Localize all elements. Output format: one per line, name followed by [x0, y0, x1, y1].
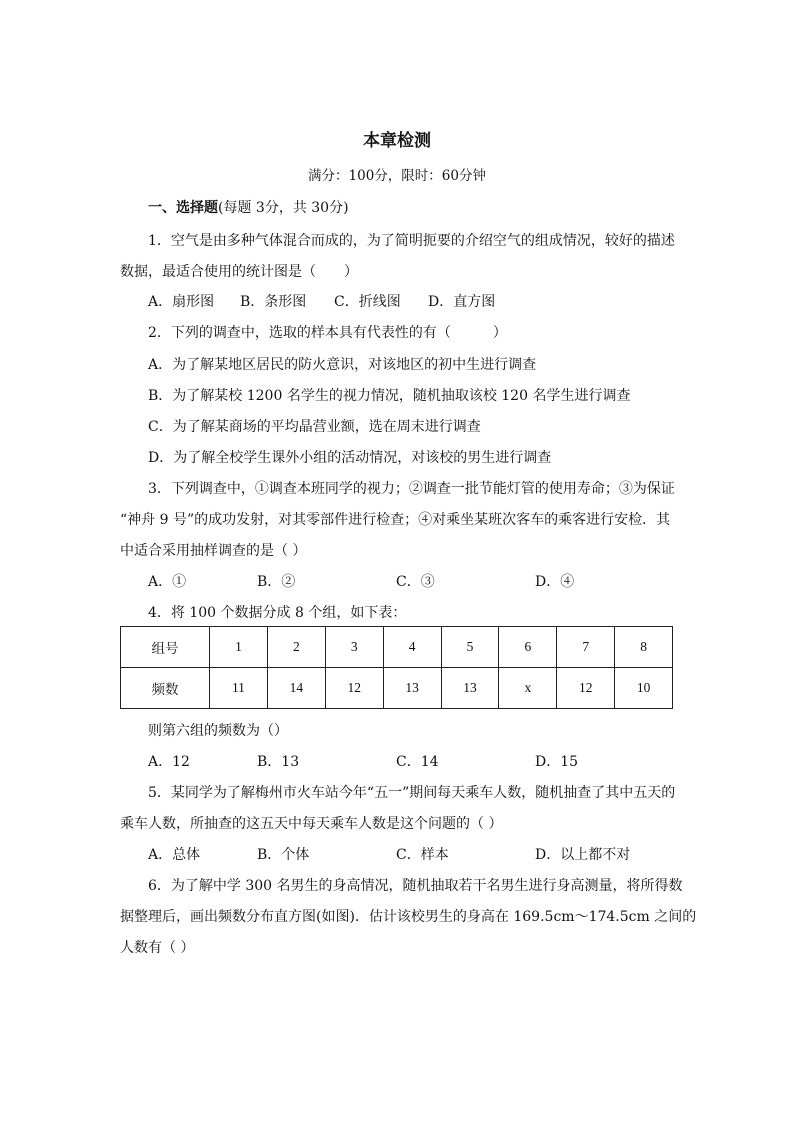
- q4-option-a: A．12: [148, 754, 190, 770]
- table-cell-freq-1: 11: [210, 668, 268, 709]
- frequency-table: [120, 626, 673, 709]
- table-header-group: 组号: [121, 627, 210, 668]
- q5-option-a: A．总体: [148, 847, 201, 863]
- table-cell-freq-3: 12: [325, 668, 383, 709]
- table-row-frequency: [121, 668, 673, 709]
- q3-option-b: B．②: [257, 574, 296, 590]
- table-cell-freq-5: 13: [441, 668, 499, 709]
- q5-option-d: D．以上都不对: [535, 847, 631, 863]
- q4-option-d: D．15: [535, 754, 579, 770]
- q2-option-b: B．为了解某校 1200 名学生的视力情况，随机抽取该校 120 名学生进行调查: [148, 388, 631, 404]
- q4-followup: 则第六组的频数为（）: [148, 723, 288, 739]
- q6-stem-line2: 据整理后，画出频数分布直方图(如图)．估计该校男生的身高在 169.5cm～174.5cm 之间的: [120, 909, 697, 925]
- table-cell-freq-8: 10: [615, 668, 673, 709]
- q3-option-d: D．④: [535, 574, 575, 590]
- table-cell-group-4: 4: [383, 627, 441, 668]
- q1-stem-line2: 数据，最适合使用的统计图是（ ）: [120, 264, 358, 280]
- q2-option-d: D．为了解全校学生课外小组的活动情况，对该校的男生进行调查: [148, 450, 552, 466]
- table-cell-freq-4: 13: [383, 668, 441, 709]
- q5-option-c: C．样本: [396, 847, 449, 863]
- q1-option-b: B．条形图: [240, 294, 307, 310]
- table-cell-group-6: 6: [499, 627, 557, 668]
- q4-stem: 4．将 100 个数据分成 8 个组，如下表：: [148, 605, 407, 621]
- table-cell-freq-6: x: [499, 668, 557, 709]
- table-cell-group-1: 1: [210, 627, 268, 668]
- q5-stem-line1: 5．某同学为了解梅州市火车站今年“五一”期间每天乘车人数，随机抽查了其中五天的: [148, 785, 676, 801]
- table-cell-group-8: 8: [615, 627, 673, 668]
- exam-info: 满分：100分，限时：60分钟: [308, 168, 486, 184]
- q1-option-c: C．折线图: [334, 294, 401, 310]
- q1-option-a: A．扇形图: [148, 294, 215, 310]
- q5-option-b: B．个体: [257, 847, 310, 863]
- q3-stem-line3: 中适合采用抽样调查的是（ ）: [120, 543, 307, 559]
- q2-option-c: C．为了解某商场的平均晶营业额，选在周末进行调查: [148, 419, 481, 435]
- q2-stem: 2．下列的调查中，选取的样本具有代表性的有（ ）: [148, 325, 507, 341]
- q4-option-b: B．13: [257, 754, 300, 770]
- table-row-group: [121, 627, 673, 668]
- q6-stem-line1: 6．为了解中学 300 名男生的身高情况，随机抽取若干名男生进行身高测量，将所得数: [148, 878, 683, 894]
- q3-option-c: C．③: [396, 574, 435, 590]
- table-cell-group-3: 3: [325, 627, 383, 668]
- q2-option-a: A．为了解某地区居民的防火意识，对该地区的初中生进行调查: [148, 357, 537, 373]
- table-cell-freq-2: 14: [267, 668, 325, 709]
- table-cell-freq-7: 12: [557, 668, 615, 709]
- section-heading: [148, 197, 349, 217]
- table-cell-group-2: 2: [267, 627, 325, 668]
- q6-stem-line3: 人数有（ ）: [120, 940, 195, 956]
- table-cell-group-5: 5: [441, 627, 499, 668]
- q3-stem-line2: “神舟 9 号”的成功发射，对其零部件进行检查；④对乘坐某班次客车的乘客进行安检．其: [120, 512, 671, 528]
- section-note: (每题 3分，共 30分): [218, 200, 349, 216]
- section-title: 一、选择题: [148, 200, 218, 216]
- page-title: 本章检测: [363, 131, 431, 151]
- table-cell-group-7: 7: [557, 627, 615, 668]
- q5-stem-line2: 乘车人数，所抽查的这五天中每天乘车人数是这个问题的（ ）: [120, 816, 503, 832]
- q4-option-c: C．14: [396, 754, 439, 770]
- q3-stem-line1: 3．下列调查中，①调查本班同学的视力；②调查一批节能灯管的使用寿命；③为保证: [148, 481, 675, 497]
- q1-option-d: D．直方图: [428, 294, 496, 310]
- q3-option-a: A．①: [148, 574, 187, 590]
- table-header-frequency: 频数: [121, 668, 210, 709]
- q1-stem-line1: 1．空气是由多种气体混合而成的，为了简明扼要的介绍空气的组成情况，较好的描述: [148, 233, 675, 249]
